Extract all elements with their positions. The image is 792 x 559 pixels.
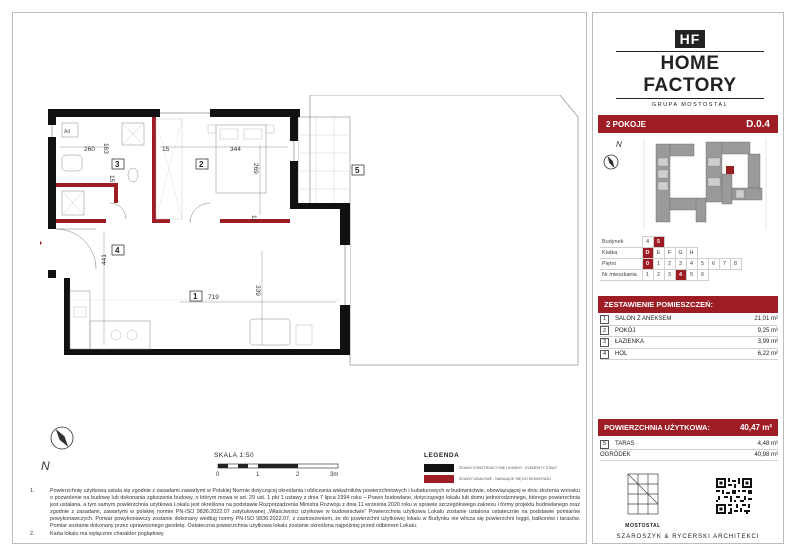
dim-bathroom-height: 163	[102, 143, 109, 154]
note-number: 2.	[30, 530, 35, 537]
room-area: 3,99 m²	[757, 339, 778, 346]
legend-item	[424, 475, 584, 483]
scale-tick-3: 3m	[330, 472, 339, 478]
dim-living-height: 339	[254, 285, 261, 296]
dim-hall-height: 441	[101, 254, 108, 265]
info-cell: 5	[686, 270, 697, 281]
flat-code: D.0.4	[746, 118, 770, 130]
usable-area-value: 40,47 m²	[739, 423, 772, 432]
info-cell: 2	[653, 270, 664, 281]
legend-swatch	[424, 475, 454, 483]
dim-wall-top: 15	[162, 146, 170, 153]
info-row-label: Piętro	[600, 259, 642, 270]
logo-name: HOME FACTORY	[616, 51, 764, 99]
info-cell: 6	[708, 259, 719, 270]
note-item	[30, 488, 580, 531]
info-cell: 8	[730, 259, 741, 270]
info-cell: 6	[697, 270, 708, 281]
room-number: 4	[600, 350, 609, 359]
flat-header	[598, 115, 778, 133]
info-row	[600, 248, 741, 259]
scale-title: SKALA 1:50	[214, 452, 255, 459]
info-row-label: Klatka	[600, 248, 642, 259]
north-label: N	[41, 459, 50, 473]
notes	[30, 488, 580, 538]
building-key-plan	[636, 138, 776, 230]
info-cell: 5	[653, 237, 664, 248]
keyplan-highlight	[726, 166, 734, 174]
rooms-title: ZESTAWIENIE POMIESZCZEŃ:	[604, 300, 714, 309]
usable-area-title: POWIERZCHNIA UŻYTKOWA:	[604, 423, 710, 432]
info-row-label: Nr mieszkania	[600, 270, 642, 281]
info-cell: 7	[719, 259, 730, 270]
mostostal-logo	[620, 470, 666, 528]
logo-subtitle: GRUPA MOSTOSTAL	[651, 102, 729, 108]
scale-tick-1: 1	[256, 472, 260, 478]
scale-graphic	[214, 462, 344, 484]
room-number-2: 2	[199, 160, 204, 169]
rooms-list	[600, 314, 778, 360]
room-area: 21,01 m²	[754, 316, 778, 323]
dim-wall-right: 11	[250, 215, 257, 222]
flat-type: 2 POKOJE	[606, 119, 647, 129]
entrance-arrow-icon	[40, 231, 42, 255]
room-row	[600, 314, 778, 326]
architects-credit: SZAROSZYK & RYCERSKI ARCHITEKCI	[616, 534, 760, 540]
note-text: Karta lokalu ma wyłącznie charakter poglądowy.	[50, 530, 165, 537]
info-cell: 5	[697, 259, 708, 270]
room-row	[600, 326, 778, 338]
info-row	[600, 259, 741, 270]
info-cell: 3	[664, 270, 675, 281]
extras-list	[600, 439, 778, 461]
info-cell: 2	[664, 259, 675, 270]
extra-row	[600, 450, 778, 461]
note-item	[30, 531, 580, 538]
extra-area: 4,48 m²	[757, 441, 778, 447]
usable-area-header	[598, 419, 778, 436]
info-cell: D	[642, 248, 653, 259]
logo-badge: HF	[675, 30, 706, 48]
dim-room2-height: 269	[252, 163, 259, 174]
room-row	[600, 349, 778, 361]
info-cell: 1	[653, 259, 664, 270]
qr-code-icon[interactable]	[716, 478, 752, 514]
info-cell: 4	[686, 259, 697, 270]
extra-name: OGRÓDEK	[600, 452, 631, 458]
floor-plan	[40, 95, 585, 395]
info-cell: 1	[642, 270, 653, 281]
north-label-small: N	[616, 140, 622, 149]
room-number-1: 1	[193, 292, 198, 301]
dim-living-width: 719	[208, 294, 219, 301]
dim-wall-left: 15	[108, 175, 115, 183]
info-cell: 4	[675, 270, 686, 281]
legend-swatch	[424, 464, 454, 472]
info-cell: 3	[675, 259, 686, 270]
info-cell: G	[675, 248, 686, 259]
info-cell: 0	[642, 259, 653, 270]
north-arrow-small-icon	[602, 138, 626, 172]
mostostal-building-icon	[624, 470, 662, 518]
extra-name: TARAS	[615, 441, 635, 447]
legend-text: ŚCIANY DZIAŁOWE - NADAJĄCE SIĘ DO DEMONTAŻU	[459, 477, 552, 481]
legend	[424, 452, 584, 486]
extra-area: 40,98 m²	[754, 452, 778, 458]
dim-bathroom-width: 260	[84, 146, 95, 153]
terrace-area	[298, 117, 350, 207]
room-area: 9,25 m²	[757, 327, 778, 334]
note-text: Powierzchnię użytkową ustala się zgodnie z zasadami zawartymi w Polskiej Normie dotyczącej określania i obliczania wskaźników powierzchniowych i kubaturowych w budownictwie, obowiązującej w dniu złożenia wniosku o pozwolenie na budowę lub dokonania zgłoszenia budowy, o którym mowa w art. 29 ust. 1 pkt 1 ustawy z dnia 7 lipca 1994 roku – Prawo budowlane, dotyczącego lokalu lub domu jednorodzinnego, którego powierzchnia jest ustalana, a tym samym powierzchnia użytkowa Lokalu jest określona na podstawie Rozporządzenia Ministra Rozwoju z dnia 11 września 2020 roku w sprawie szczegółowego zakresu i formy projektu budowlanego oraz zgodnie z zasadami, zawartymi w polskiej normie PN-ISO 9836:2022.07 zatytułowanej „Właściwości użytkowe w budownictwie” Powierzchnia użytkowa Lokalu zostanie ustalona ostatecznie na podstawie pomiarów powykonawczych. Pomiar powykonawczy zostanie dokonany według normy PN-ISO 9836:2022.07, z zastrzeżeniem, że do powierzchni użytkowej lokalu w Budynku nie wlicza się powierzchni loggii, balkonów i tarasów. Pomiar zostanie dokonany przez uprawnionego geodetę. Ostateczna powierzchnia użytkowa lokalu zostanie określona najpóźniej przed odbiorem Lokalu.	[50, 488, 580, 530]
note-number: 1.	[30, 488, 35, 494]
legend-title: LEGENDA	[424, 452, 460, 459]
room-name: POKÓJ	[615, 327, 636, 334]
room-number: 3	[600, 338, 609, 347]
room-area: 6,22 m²	[757, 351, 778, 358]
room-number: 2	[600, 326, 609, 335]
room-name: SALON Z ANEKSEM	[615, 316, 672, 323]
scale-bar	[214, 452, 354, 486]
mostostal-label: MOSTOSTAL	[625, 523, 661, 529]
extra-number: 5	[600, 440, 609, 449]
info-row-label: Budynek	[600, 237, 642, 248]
info-table	[600, 236, 742, 281]
legend-text: ŚCIANY KONSTRUKCYJNE I KOMINY - ELEMENTY STAŁE	[459, 466, 557, 470]
info-cell: 4	[642, 237, 653, 248]
room-number: 1	[600, 315, 609, 324]
dim-room2-width: 344	[230, 146, 241, 153]
rooms-header	[598, 296, 778, 313]
room-number-5: 5	[355, 166, 360, 175]
scale-tick-2: 2	[296, 472, 300, 478]
appliance-label: Ad	[64, 129, 71, 135]
info-row	[600, 237, 741, 248]
home-factory-logo	[616, 30, 764, 108]
info-cell: F	[664, 248, 675, 259]
room-name: ŁAZIENKA	[615, 339, 645, 346]
info-cell: E	[653, 248, 664, 259]
room-row	[600, 337, 778, 349]
extra-row	[600, 439, 778, 450]
room-name: HOL	[615, 351, 628, 358]
scale-tick-0: 0	[216, 472, 220, 478]
info-row	[600, 270, 741, 281]
room-number-4: 4	[115, 246, 120, 255]
room-number-3: 3	[115, 160, 120, 169]
north-arrow-icon	[38, 424, 74, 476]
info-cell: H	[686, 248, 697, 259]
legend-item	[424, 464, 584, 472]
